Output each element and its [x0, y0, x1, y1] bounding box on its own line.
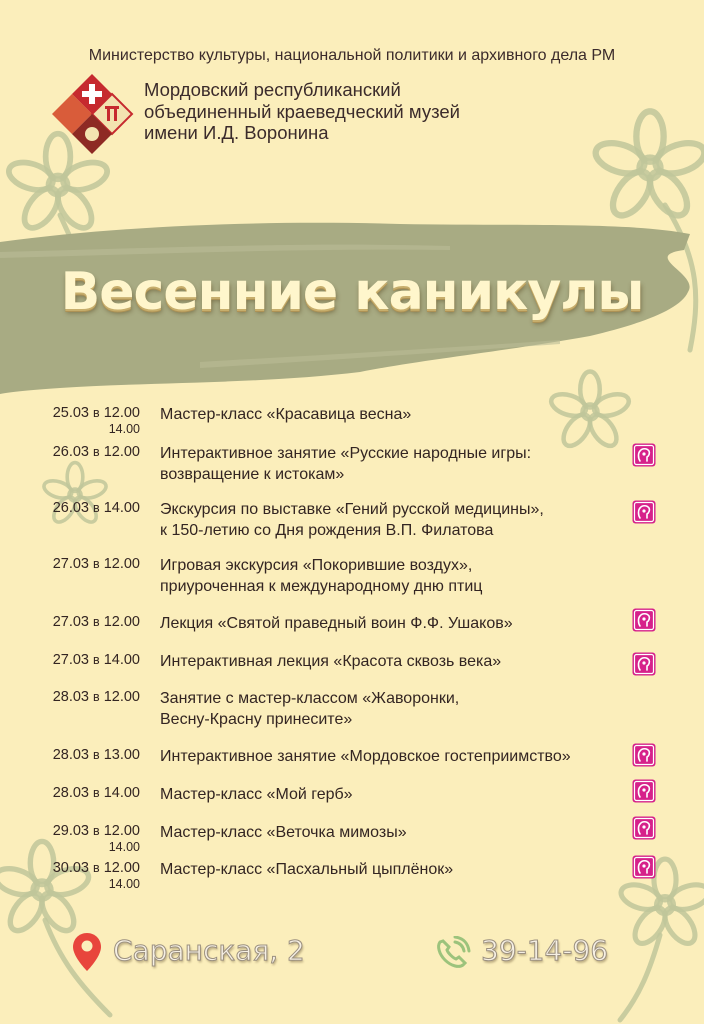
museum-name-line: имени И.Д. Воронина: [144, 122, 329, 143]
pushkin-card-icon: [632, 855, 656, 879]
event-text: [160, 613, 513, 634]
museum-name-line: объединенный краеведческий музей: [144, 100, 460, 122]
event-text: [160, 499, 544, 541]
event-time-second: 14.00: [108, 877, 140, 891]
museum-name: [144, 79, 460, 144]
event-text: [160, 555, 482, 597]
event-date-sep: в: [93, 861, 100, 875]
pushkin-card-icon: [632, 779, 656, 803]
event-time: 12.00: [103, 823, 140, 839]
event-time: 12.00: [103, 444, 140, 460]
phone-number: 39-14-96: [481, 934, 609, 967]
event-text: [160, 651, 501, 672]
event-time: 12.00: [103, 860, 140, 876]
event-datetime: [53, 823, 140, 855]
event-title: Интерактивное занятие «Русские народные игры:: [160, 445, 532, 462]
event-title: Мастер-класс «Пасхальный цыплёнок»: [160, 861, 454, 878]
pushkin-card-icon: [632, 652, 656, 676]
event-date: 30.03: [52, 860, 89, 876]
museum-logo: [50, 72, 134, 156]
event-date-sep: в: [93, 748, 100, 762]
event-datetime: [53, 785, 140, 801]
event-text: [160, 404, 411, 425]
event-date-sep: в: [93, 406, 100, 420]
pushkin-card-icon: [632, 816, 656, 840]
event-title-continued: возвращение к истокам»: [160, 466, 345, 483]
museum-name-line: Мордовский республиканский: [144, 79, 401, 100]
event-date: 26.03: [52, 444, 89, 460]
event-title: Мастер-класс «Красавица весна»: [160, 406, 412, 423]
address: Саранская, 2: [113, 934, 305, 967]
event-title: Мастер-класс «Мой герб»: [160, 786, 353, 803]
event-date-sep: в: [93, 445, 100, 459]
event-title-continued: Весну-Красну принесите»: [160, 711, 353, 728]
event-date: 26.03: [52, 500, 89, 516]
event-title: Занятие с мастер-классом «Жаворонки,: [160, 690, 460, 707]
event-title: Интерактивная лекция «Красота сквозь века»: [160, 653, 502, 670]
event-datetime: [53, 652, 140, 668]
event-title: Экскурсия по выставке «Гений русской медицины»,: [160, 501, 544, 518]
event-text: [160, 859, 453, 880]
event-date: 28.03: [52, 689, 89, 705]
event-title: Интерактивное занятие «Мордовское гостеприимство»: [160, 748, 571, 765]
event-time: 12.00: [103, 689, 140, 705]
location-pin-icon: [72, 932, 102, 972]
event-time: 13.00: [103, 747, 140, 763]
event-date-sep: в: [93, 653, 100, 667]
event-date-sep: в: [93, 690, 100, 704]
pushkin-card-icon: [632, 743, 656, 767]
event-datetime: [53, 614, 140, 630]
event-datetime: [53, 444, 140, 460]
event-date: 27.03: [52, 652, 89, 668]
event-title-continued: приуроченная к международному дню птиц: [160, 578, 483, 595]
event-datetime: [53, 689, 140, 705]
ministry-name: Министерство культуры, национальной политики и архивного дела РМ: [88, 47, 616, 64]
event-time: 12.00: [103, 614, 140, 630]
event-date-sep: в: [93, 615, 100, 629]
event-title: Игровая экскурсия «Покорившие воздух»,: [160, 557, 473, 574]
event-text: [160, 688, 459, 730]
event-time: 14.00: [103, 652, 140, 668]
event-date-sep: в: [93, 501, 100, 515]
event-text: [160, 822, 407, 843]
event-text: [160, 746, 571, 767]
event-date-sep: в: [93, 786, 100, 800]
event-title-continued: к 150-летию со Дня рождения В.П. Филатова: [160, 522, 494, 539]
event-text: [160, 443, 531, 485]
page-title: Весенние каникулы: [60, 262, 644, 322]
flower-outline-icon: [592, 111, 704, 222]
event-time: 14.00: [103, 500, 140, 516]
event-time: 12.00: [103, 405, 140, 421]
event-time: 14.00: [103, 785, 140, 801]
event-text: [160, 784, 353, 805]
event-datetime: [53, 860, 140, 892]
pushkin-card-icon: [632, 443, 656, 467]
event-date: 29.03: [52, 823, 89, 839]
phone-icon: [435, 936, 471, 970]
event-title: Лекция «Святой праведный воин Ф.Ф. Ушаков»: [160, 615, 513, 632]
event-datetime: [53, 405, 140, 437]
event-date: 27.03: [52, 614, 89, 630]
pushkin-card-icon: [632, 608, 656, 632]
event-time-second: 14.00: [108, 422, 140, 436]
event-date-sep: в: [93, 557, 100, 571]
event-datetime: [53, 500, 140, 516]
event-date-sep: в: [93, 824, 100, 838]
event-datetime: [53, 747, 140, 763]
event-datetime: [53, 556, 140, 572]
event-time: 12.00: [103, 556, 140, 572]
event-time-second: 14.00: [108, 840, 140, 854]
event-date: 28.03: [52, 747, 89, 763]
event-date: 27.03: [52, 556, 89, 572]
flower-outline-icon: [42, 463, 108, 526]
event-title: Мастер-класс «Веточка мимозы»: [160, 824, 407, 841]
pushkin-card-icon: [632, 500, 656, 524]
event-date: 28.03: [52, 785, 89, 801]
event-date: 25.03: [52, 405, 89, 421]
